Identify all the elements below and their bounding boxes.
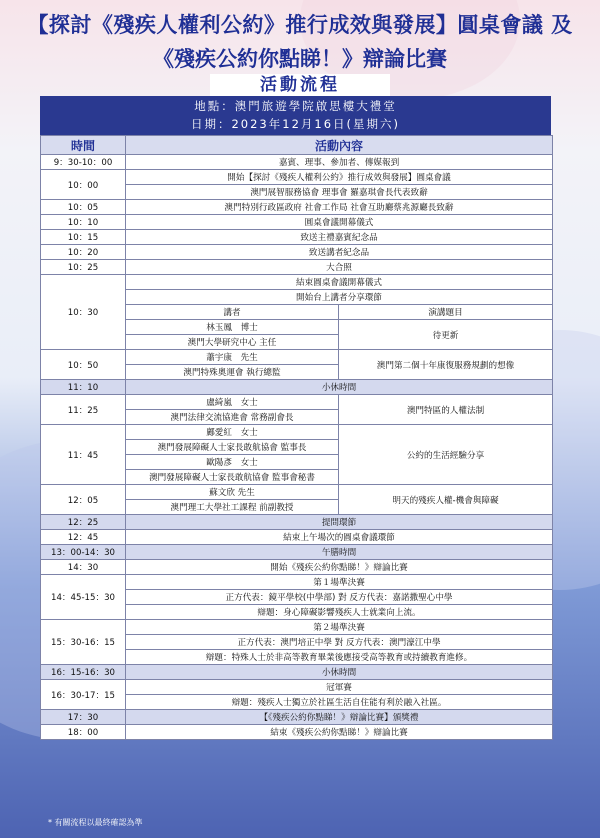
table-row: 澳門法律交流協進會 常務副會長: [41, 410, 553, 425]
table-row: 11：25 盧綺嵐 女士 澳門特區的人權法制: [41, 395, 553, 410]
table-row: 12：25 提問環節: [41, 515, 553, 530]
venue-date-header: [40, 96, 551, 135]
table-row: 18：00 結束《殘疾公約你點睇！》辯論比賽: [41, 725, 553, 740]
table-row: 10：00 開始【探討《殘疾人權利公約》推行成效與發展】圓桌會議: [41, 170, 553, 185]
table-row: 14：30 開始《殘疾公約你點睇！》辯論比賽: [41, 560, 553, 575]
table-row: 澳門展智服務協會 理事會 羅嘉琪會長代表致辭: [41, 185, 553, 200]
table-row: 林玉鳳 博士 待更新: [41, 320, 553, 335]
table-row: 10：50 蕭宇康 先生 澳門第二個十年康復服務規劃的想像: [41, 350, 553, 365]
table-row: 10：15 致送主禮嘉賓紀念品: [41, 230, 553, 245]
date-text: 日期：2023年12月16日(星期六): [190, 117, 400, 131]
event-title-line2: 《殘疾公約你點睇！》辯論比賽: [153, 47, 447, 71]
table-row: 正方代表：鏡平學校(中學部) 對 反方代表：嘉諾撒聖心中學: [41, 590, 553, 605]
table-row: 10：10 圓桌會議開幕儀式: [41, 215, 553, 230]
table-row: 歐陽彥 女士: [41, 455, 553, 470]
table-row: 14：45-15：30 第１場準決賽: [41, 575, 553, 590]
table-row: 9：30-10：00 嘉賓、理事、參加者、傳媒報到: [41, 155, 553, 170]
table-row: 10：25 大合照: [41, 260, 553, 275]
schedule-table: [40, 135, 553, 740]
table-row: 10：20 致送講者紀念品: [41, 245, 553, 260]
schedule-subtitle: 活動流程: [210, 74, 390, 96]
table-row: 17：30 【《殘疾公約你點睇！》辯論比賽】頒獎禮: [41, 710, 553, 725]
table-row: 澳門特殊奧運會 執行總監: [41, 365, 553, 380]
speaker-column-header: 講者: [126, 305, 339, 320]
table-row: 12：45 結束上午場次的圓桌會議環節: [41, 530, 553, 545]
table-row: 12：05 蘇文欣 先生 明天的殘疾人權-機會與障礙: [41, 485, 553, 500]
table-row: 開始台上講者分享環節: [41, 290, 553, 305]
table-row: 15：30-16：15 第２場準決賽: [41, 620, 553, 635]
table-row: 澳門發展障礙人士家長敢航協會 監事長: [41, 440, 553, 455]
table-row: 10：05 澳門特別行政區政府 社會工作局 社會互助廳蔡兆源廳長致辭: [41, 200, 553, 215]
table-row: 辯題：特殊人士於非高等教育畢業後應接受高等教育或持續教育進修。: [41, 650, 553, 665]
table-row: 16：30-17：15 冠軍賽: [41, 680, 553, 695]
table-row: 正方代表：澳門培正中學 對 反方代表：澳門濠江中學: [41, 635, 553, 650]
topic-column-header: 演講題目: [339, 305, 553, 320]
time-column-header: 時間: [41, 136, 126, 155]
table-row: 澳門大學研究中心 主任: [41, 335, 553, 350]
table-row: 澳門發展障礙人士家長敢航協會 監事會秘書: [41, 470, 553, 485]
table-row: 10：30 結束圓桌會議開幕儀式: [41, 275, 553, 290]
table-row: 16：15-16：30 小休時間: [41, 665, 553, 680]
table-row: 11：45 鄺愛紅 女士 公約的生活經驗分享: [41, 425, 553, 440]
footnote: * 有關流程以最終確認為準: [48, 818, 143, 827]
table-row: 13：00-14：30 午膳時間: [41, 545, 553, 560]
table-row: 辯題：身心障礙影響殘疾人士就業向上流。: [41, 605, 553, 620]
table-row: 辯題：殘疾人士獨立於社區生活自住能有利於融入社區。: [41, 695, 553, 710]
table-row: 澳門理工大學社工課程 前副教授: [41, 500, 553, 515]
venue-text: 地點：澳門旅遊學院啟思樓大禮堂: [194, 99, 397, 113]
content-column-header: 活動內容: [126, 136, 553, 155]
event-title-line1: 【探討《殘疾人權利公約》推行成效與發展】圓桌會議 及: [27, 13, 573, 37]
table-row: 11：10 小休時間: [41, 380, 553, 395]
